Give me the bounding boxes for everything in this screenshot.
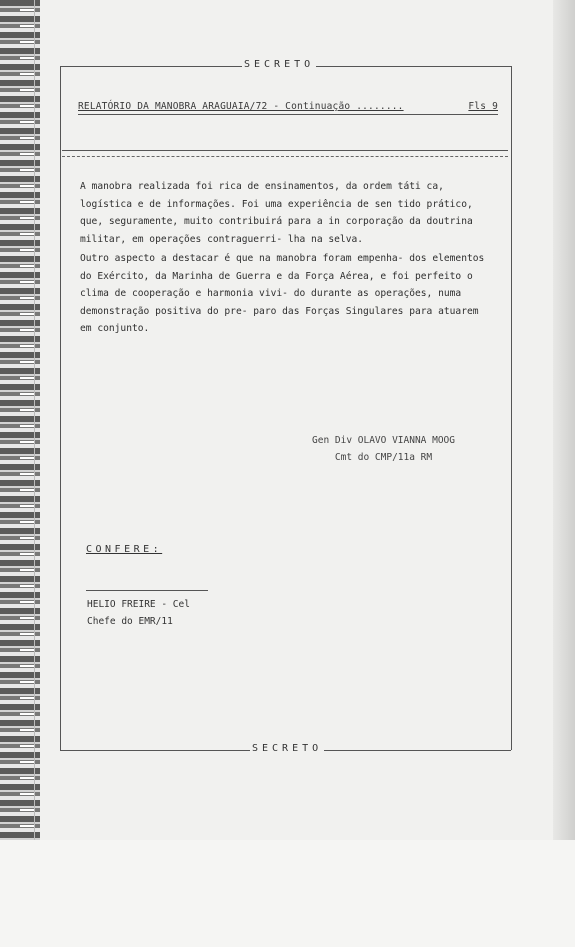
report-title: RELATÓRIO DA MANOBRA ARAGUAIA/72 - Continuação ........	[78, 101, 404, 112]
chief-name: HELIO FREIRE - Cel	[87, 599, 190, 610]
document-frame	[60, 66, 512, 750]
signature-block-commander	[312, 432, 455, 466]
paragraph-2: Outro aspecto a destacar é que na manobra foram empenha- dos elementos do Exército, da Marinha de Guerra e da Força Aérea, e foi perfeito o clima de cooperação e harmonia vivi- do durante as operações, numa demonstração positiva do pre- paro das Forças Singulares para atuarem em conjunto.	[80, 253, 485, 334]
header-bottom-rule	[62, 150, 508, 151]
commander-name: Gen Div OLAVO VIANNA MOOG	[312, 435, 455, 446]
report-header	[78, 101, 498, 115]
page-bottom-margin	[0, 840, 575, 947]
chief-title: Chefe do EMR/11	[87, 616, 173, 627]
header-separator	[62, 156, 508, 157]
page-edge-shadow	[553, 0, 575, 840]
commander-title: Cmt do CMP/11a RM	[334, 452, 433, 463]
paragraph-1: A manobra realizada foi rica de ensinamentos, da ordem táti ca, logística e de informações. Foi uma experiência de sen tido prático, que, seguramente, muito contribuirá para a in corporação da doutrina militar, em operações contraguerri- lha na selva.	[80, 181, 473, 245]
classification-top: SECRETO	[244, 59, 315, 70]
binding-holes	[20, 0, 35, 840]
page-reference: Fls 9	[468, 101, 498, 112]
report-body	[80, 178, 490, 340]
signature-block-chief	[87, 596, 190, 630]
confere-label: CONFERE:	[86, 544, 163, 555]
signature-line	[86, 590, 208, 591]
classification-bottom: SECRETO	[252, 743, 323, 754]
